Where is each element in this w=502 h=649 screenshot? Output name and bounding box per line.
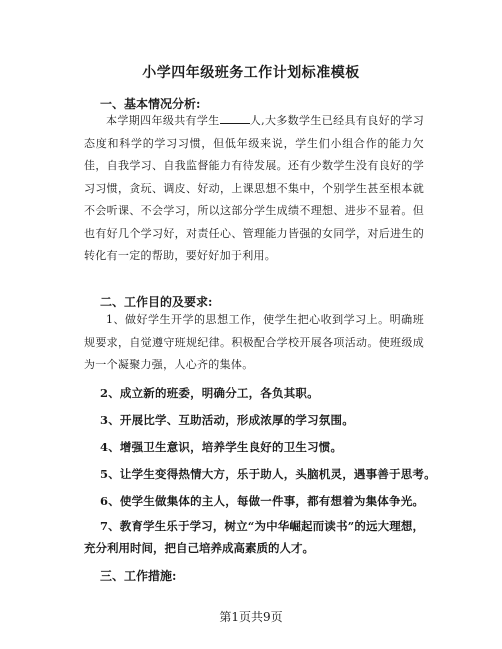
paragraph-goal-1: 1、做好学生开学的思想工作，使学生把心收到学习上。明确班规要求，自觉遵守班规纪律。积极配合学校开展各项活动。使班级成为一个凝聚力强，人心齐的集体。: [84, 313, 424, 371]
paragraph-text-start: 本学期四年级共有学生: [106, 114, 220, 127]
goal-item-7: 7、教育学生乐于学习，树立“为中华崛起而读书”的远大理想，充分利用时间，把自己培养成高素质的人才。: [84, 519, 424, 555]
section-heading-basic-analysis: 一、基本情况分析:: [100, 97, 201, 111]
section-heading-measures: 三、工作措施:: [100, 569, 177, 583]
goal-item-5: 5、让学生变得热情大方，乐于助人，头脑机灵，遇事善于思考。: [100, 467, 436, 481]
section-heading-goals: 二、工作目的及要求:: [100, 295, 213, 309]
fill-in-blank: [220, 113, 250, 124]
paragraph-text-rest: 人,大多数学生已经具有良好的学习态度和科学的学习习惯，但低年级来说，学生们小组合作的能力欠佳，自我学习、自我监督能力有待发展。还有少数学生没有良好的学习习惯，贪玩、调皮、好动，上课思想不集中，个别学生甚至根本就不会听课、不会学习，所以这部分学生成绩不理想、进步不显着。但也有好几个学习好，对责任心、管理能力皆强的女同学，对后进生的转化有一定的帮助，要好好加于利用。: [84, 114, 424, 262]
goal-item-6: 6、使学生做集体的主人，每做一件事，都有想着为集体争光。: [100, 494, 425, 508]
goal-item-2: 2、成立新的班委，明确分工，各负其职。: [100, 386, 319, 400]
document-title: 小学四年级班务工作计划标准模板: [142, 65, 360, 81]
paragraph-basic-analysis: [84, 110, 424, 268]
goal-item-4: 4、增强卫生意识，培养学生良好的卫生习惯。: [100, 440, 343, 454]
page-number-footer: 第1页共9页: [219, 610, 283, 624]
goal-item-3: 3、开展比学、互助活动，形成浓厚的学习氛围。: [100, 413, 354, 427]
